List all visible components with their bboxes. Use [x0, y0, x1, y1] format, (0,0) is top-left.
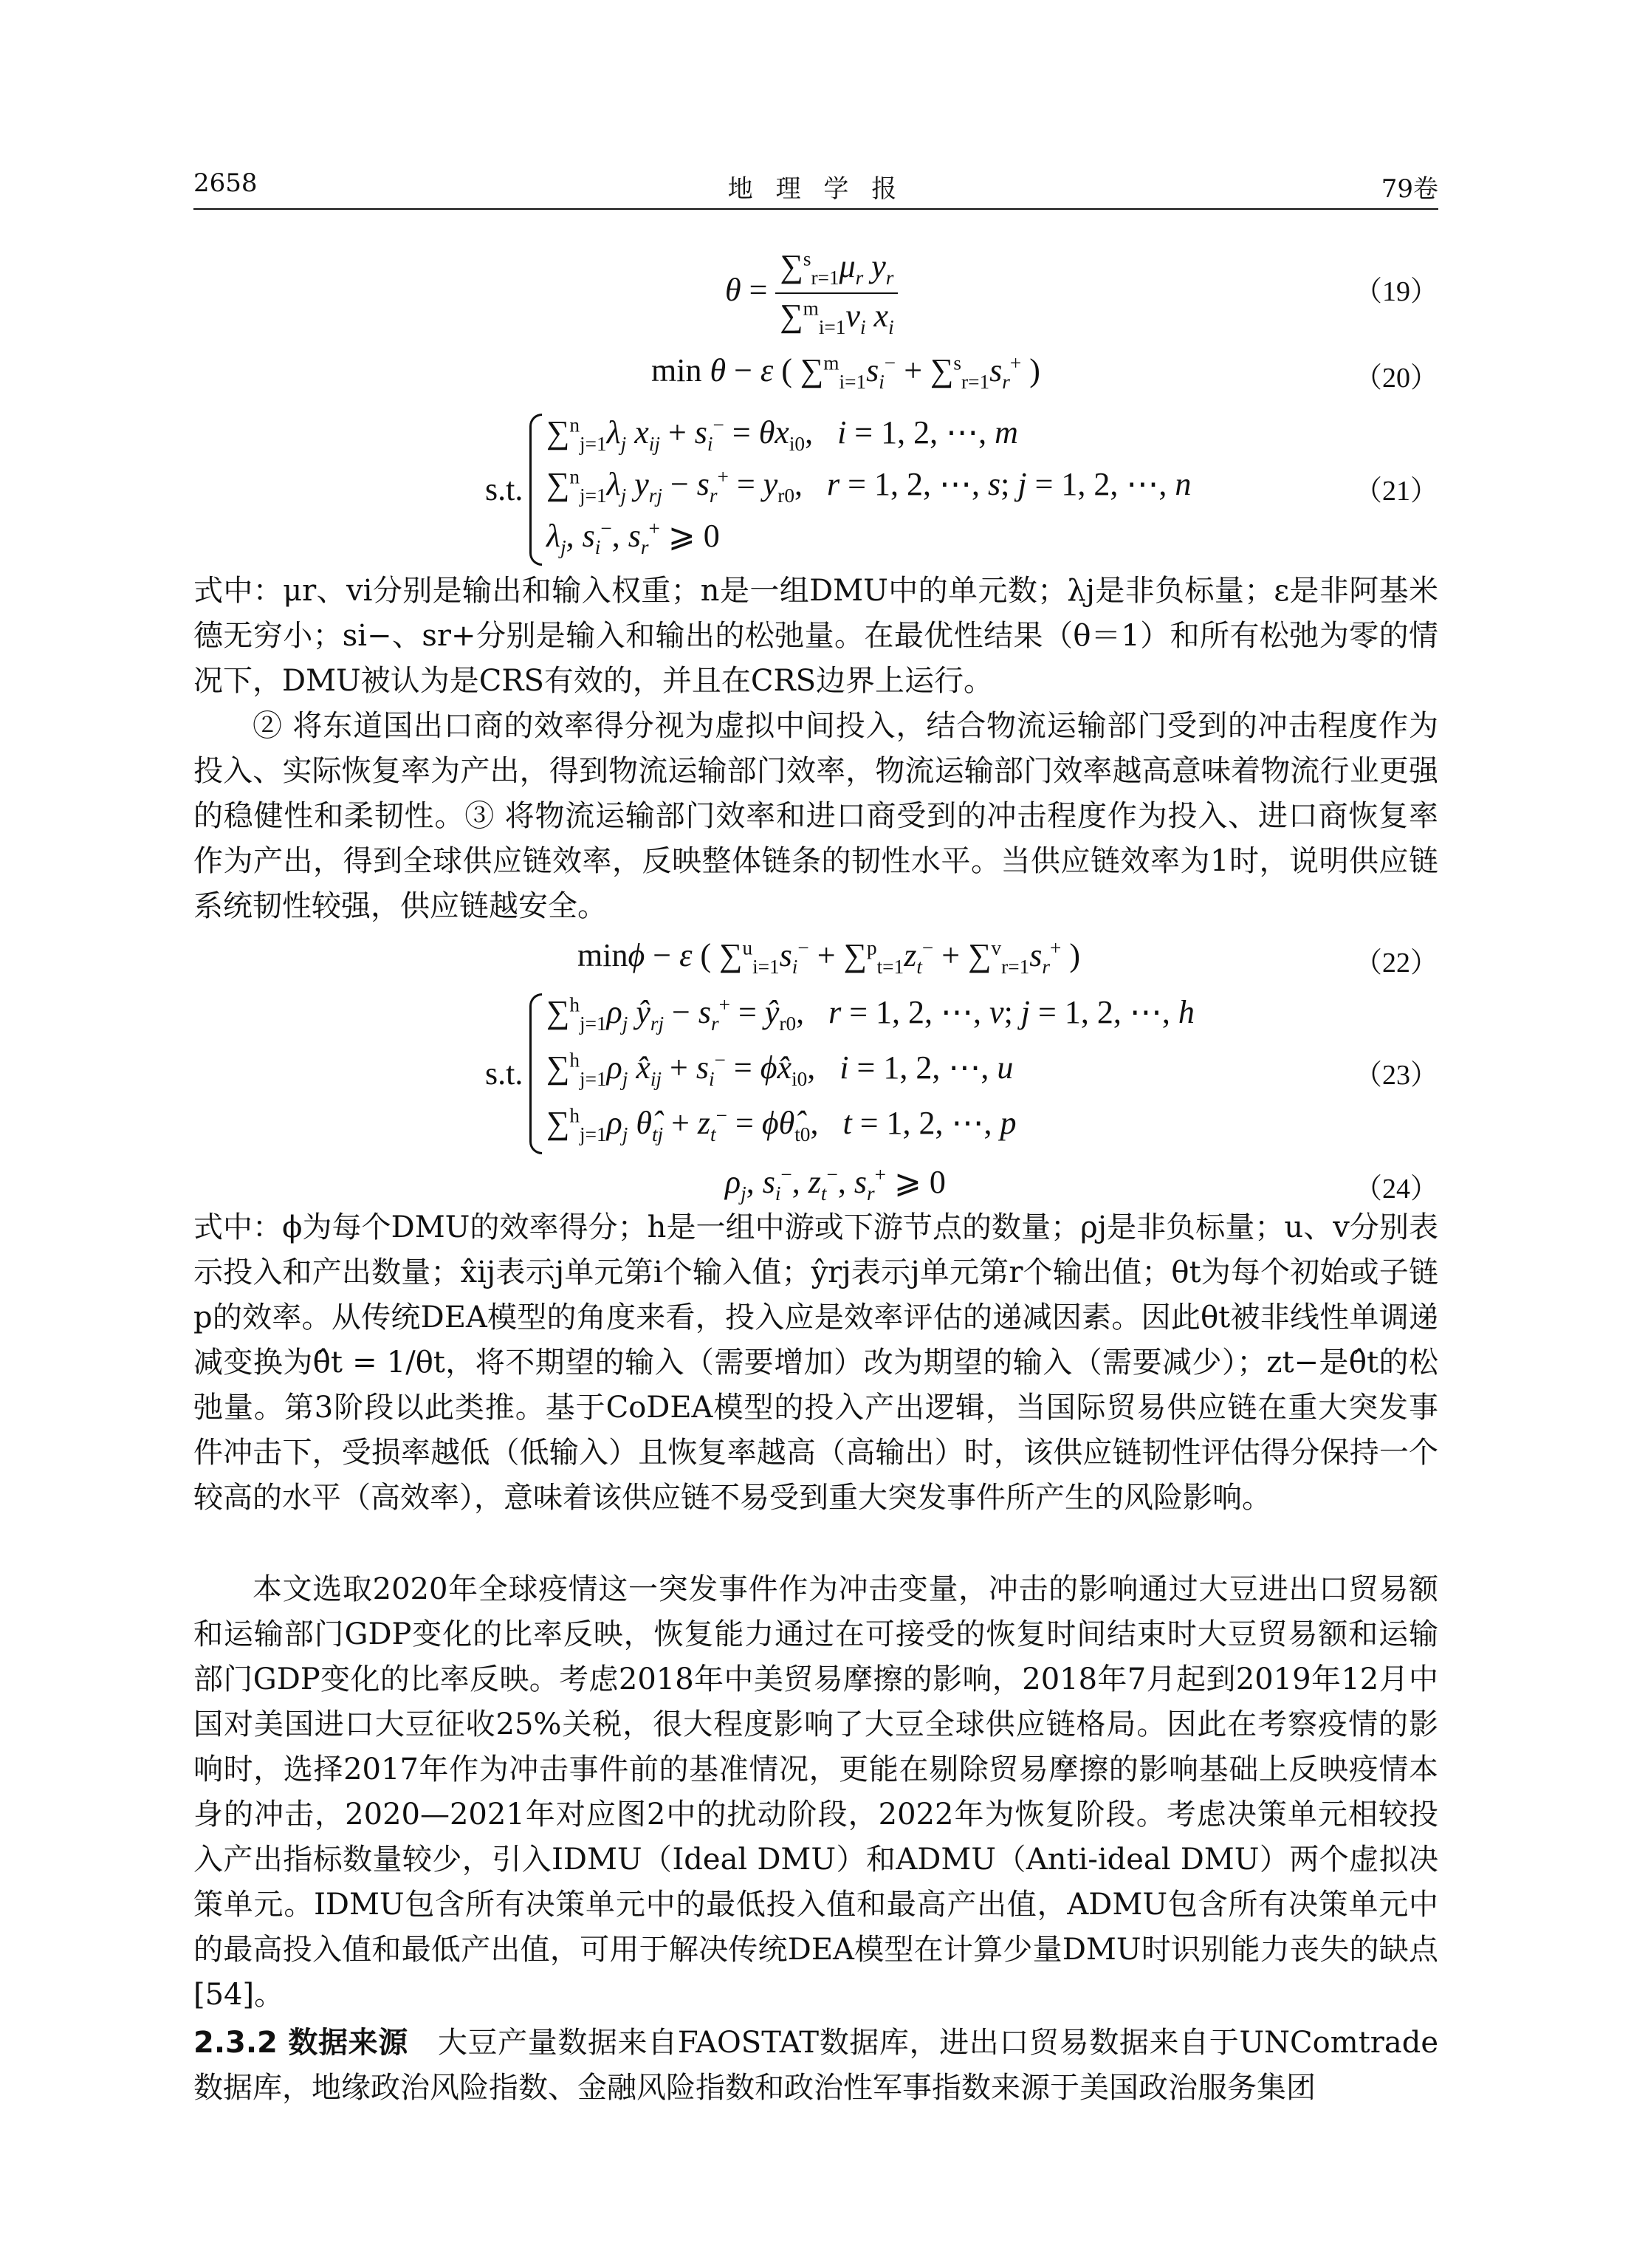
equation-24: $\rho_j$, $s_i^-$, $z_t^-$, $s_r^+$ ⩾ 0 （24）: [725, 1163, 1438, 1205]
journal-title: 地 理 学 报: [727, 174, 904, 204]
page-number: 2658: [193, 168, 258, 198]
equation-21: s.t. $\sum^n_{j=1}\lambda_j$ $x_{ij} + s_i^- = \theta x_{i0}$, i = 1, 2, ⋯, m $\sum^n_{j=1}\lambda_j$ $y_{rj} - s_r^+ = y_{r0}$, r = 1, 2, ⋯, s; j = 1, 2, ⋯, n $\lambda_j$, $s_i^-$, $s_r^+$ ⩾ 0 （21）: [193, 410, 1438, 565]
header-rule: [193, 208, 1438, 210]
section-paragraph: [193, 2021, 1438, 2111]
paragraph: ② 将东道国出口商的效率得分视为虚拟中间投入，结合物流运输部门受到的冲击程度作为投入、实际恢复率为产出，得到物流运输部门效率，物流运输部门效率越高意味着物流行业更强的稳健性和柔韧性。③ 将物流运输部门效率和进口商受到的冲击程度作为投入、进口商恢复率作为产出，得到全球供应链效率，反映整体链条的韧性水平。当供应链效率为1时，说明供应链系统韧性较强，供应链越安全。: [193, 709, 1438, 923]
equation-number: （24）: [1353, 1174, 1438, 1205]
equation-19: θ = $\frac{\sum^s_{r=1}\mu_r y_r}{\sum^m_{i=1}v_i x_i}$ （19）: [725, 247, 1438, 338]
running-header: [193, 168, 1438, 213]
paragraph: 式中：μr、vi分别是输出和输入权重；n是一组DMU中的单元数；λj是非负标量；ε是非阿基米德无穷小；si−、sr+分别是输入和输出的松弛量。在最优性结果（θ＝1）和所有松弛为零的情况下，DMU被认为是CRS有效的，并且在CRS边界上运行。: [193, 574, 1438, 698]
volume-label: 79卷: [1381, 174, 1438, 204]
equation-23: s.t. $\sum^h_{j=1}\rho_j$ $ŷ_{rj} - s_r^+$ = $ŷ_{r0}$, r = 1, 2, ⋯, v; j = 1, 2, ⋯, h $\sum^h_{j=1}\rho_j$ $x̂_{ij} + s_i^-$ = $\phi x̂_{i0}$, i = 1, 2, ⋯, u $\sum^h_{j=1}\rho_j$ $\thetâ_{tj} + z_t^-$ = $\phi\thetâ_{t0}$, t = 1, 2, ⋯, p （23）: [193, 990, 1438, 1156]
section-heading: 2.3.2 数据来源: [193, 2026, 408, 2060]
equation-22: minϕ − ε ( $\sum^u_{i=1}s_i^- + \sum^p_{t=1}z_t^- + \sum^v_{r=1}s_r^+$ ) （22）: [577, 936, 1438, 979]
paper-page: [193, 0, 1438, 2268]
equation-number: （23）: [1353, 1060, 1438, 1091]
paragraph: 大豆产量数据来自FAOSTAT数据库，进出口贸易数据来自于UNComtrade数据库，地缘政治风险指数、金融风险指数和政治性军事指数来源于美国政治服务集团: [193, 2026, 1438, 2105]
equation-number: （19）: [1353, 276, 1438, 307]
equation-number: （22）: [1353, 948, 1438, 979]
equation-number: （20）: [1353, 363, 1438, 394]
paragraph: 本文选取2020年全球疫情这一突发事件作为冲击变量，冲击的影响通过大豆进出口贸易额和运输部门GDP变化的比率反映，恢复能力通过在可接受的恢复时间结束时大豆贸易额和运输部门GDP变化的比率反映。考虑2018年中美贸易摩擦的影响，2018年7月起到2019年12月中国对美国进口大豆征收25%关税，很大程度影响了大豆全球供应链格局。因此在考察疫情的影响时，选择2017年作为冲击事件前的基准情况，更能在剔除贸易摩擦的影响基础上反映疫情本身的冲击，2020—2021年对应图2中的扰动阶段，2022年为恢复阶段。考虑决策单元相较投入产出指标数量较少，引入IDMU（Ideal DMU）和ADMU（Anti-ideal DMU）两个虚拟决策单元。IDMU包含所有决策单元中的最低投入值和最高产出值，ADMU包含所有决策单元中的最高投入值和最低产出值，可用于解决传统DEA模型在计算少量DMU时识别能力丧失的缺点[54]。: [193, 1572, 1438, 2012]
equation-number: （21）: [1353, 476, 1438, 507]
equation-20: min θ − ε ( $\sum^m_{i=1}s_i^- + \sum^s_{r=1}s_r^+$ ) （20）: [651, 352, 1438, 394]
paragraph: 式中：ϕ为每个DMU的效率得分；h是一组中游或下游节点的数量；ρj是非负标量；u、v分别表示投入和产出数量；x̂ij表示j单元第i个输入值；ŷrj表示j单元第r个输出值；θt为每个初始或子链p的效率。从传统DEA模型的角度来看，投入应是效率评估的递减因素。因此θt被非线性单调递减变换为θ̂t = 1/θt，将不期望的输入（需要增加）改为期望的输入（需要减少）；zt−是θ̂t的松弛量。第3阶段以此类推。基于CoDEA模型的投入产出逻辑，当国际贸易供应链在重大突发事件冲击下，受损率越低（低输入）且恢复率越高（高输出）时，该供应链韧性评估得分保持一个较高的水平（高效率），意味着该供应链不易受到重大突发事件所产生的风险影响。: [193, 1210, 1438, 1515]
